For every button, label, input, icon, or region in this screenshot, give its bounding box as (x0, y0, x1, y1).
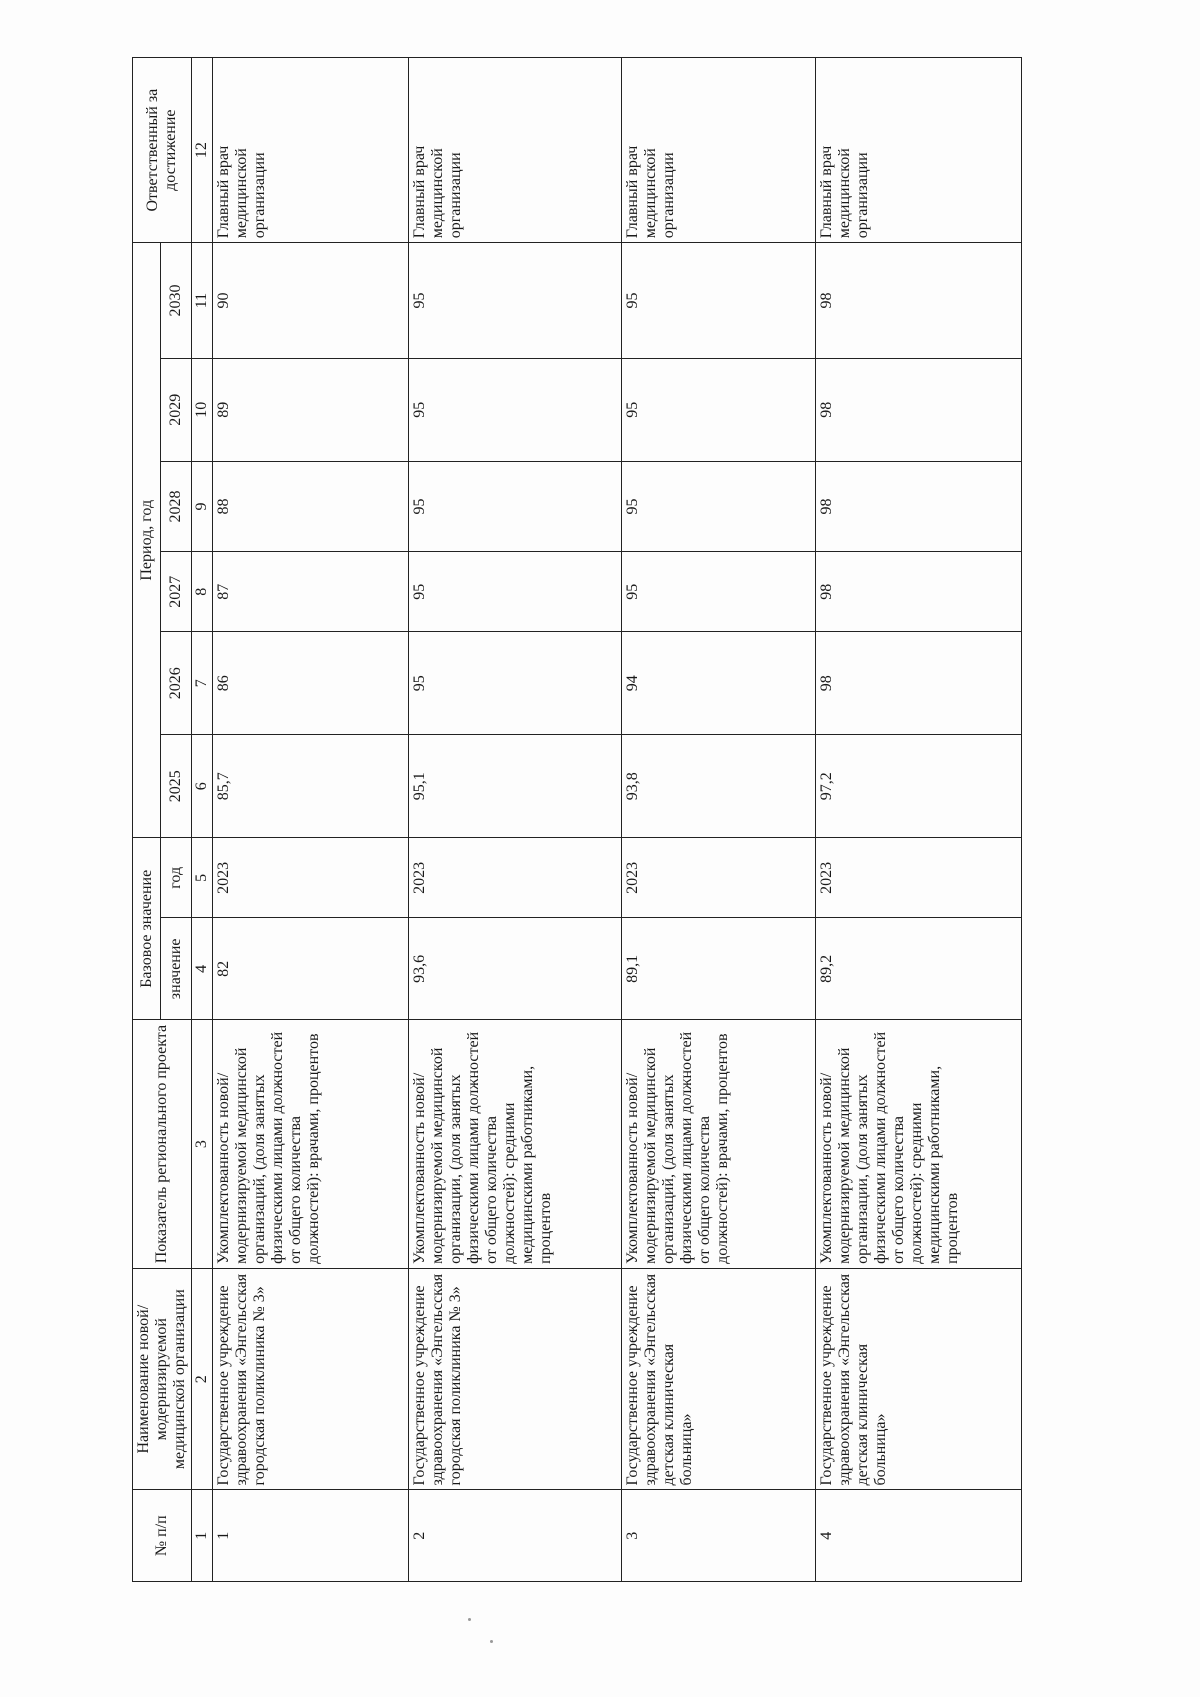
responsible: Главный врач медицинской организации (815, 58, 1021, 243)
header-base-year: год (161, 838, 192, 918)
header-responsible: Ответственный за достижение (133, 58, 192, 243)
org-name: Государственное учреждение здравоохранения «Энгельсская городская поликлиника № 3» (409, 1268, 622, 1490)
value-2025: 95,1 (409, 735, 622, 838)
value-2026: 94 (621, 632, 815, 735)
header-year-2029: 2029 (161, 358, 192, 461)
table-row (213, 58, 409, 1582)
indicator-text: Укомплектованность новой/модернизируемой медицинской организаций, (доля занятых физическими лицами должностей от общего количества должностей): врачами, процентов (621, 1020, 815, 1269)
col-number: 8 (192, 552, 213, 632)
col-number: 5 (192, 838, 213, 918)
indicator-text: Укомплектованность новой/модернизируемой медицинской организации, (доля занятых физическими лицами должностей от общего количества должностей): средними медицинскими работниками, процентов (409, 1020, 622, 1269)
value-2030: 90 (213, 243, 409, 358)
rotated-table-wrapper (132, 57, 1021, 1582)
value-2029: 95 (621, 358, 815, 461)
value-2030: 95 (409, 243, 622, 358)
value-2027: 95 (621, 552, 815, 632)
header-base-group: Базовое значение (133, 838, 161, 1020)
value-2025: 97,2 (815, 735, 1021, 838)
value-2029: 95 (409, 358, 622, 461)
org-name: Государственное учреждение здравоохранения «Энгельсская городская поликлиника № 3» (213, 1268, 409, 1490)
col-number: 1 (192, 1490, 213, 1582)
col-number: 7 (192, 632, 213, 735)
col-number: 11 (192, 243, 213, 358)
col-number: 9 (192, 461, 213, 552)
indicator-text: Укомплектованность новой/модернизируемой медицинской организации, (доля занятых физическими лицами должностей от общего количества должностей): средними медицинскими работниками, процентов (815, 1020, 1021, 1269)
value-2029: 89 (213, 358, 409, 461)
value-2027: 98 (815, 552, 1021, 632)
col-number: 4 (192, 918, 213, 1020)
responsible: Главный врач медицинской организации (409, 58, 622, 243)
scan-speck (490, 1640, 493, 1643)
value-2030: 95 (621, 243, 815, 358)
value-2030: 98 (815, 243, 1021, 358)
row-num: 1 (213, 1490, 409, 1582)
base-year: 2023 (815, 838, 1021, 918)
header-period-group: Период, год (133, 243, 161, 838)
scan-speck (468, 1618, 471, 1621)
header-year-2026: 2026 (161, 632, 192, 735)
col-number: 2 (192, 1268, 213, 1490)
header-year-2028: 2028 (161, 461, 192, 552)
value-2025: 85,7 (213, 735, 409, 838)
table-row (409, 58, 622, 1582)
col-number: 10 (192, 358, 213, 461)
base-value: 82 (213, 918, 409, 1020)
base-year: 2023 (409, 838, 622, 918)
col-number: 6 (192, 735, 213, 838)
row-num: 4 (815, 1490, 1021, 1582)
table-row (621, 58, 815, 1582)
col-number: 3 (192, 1020, 213, 1269)
responsible: Главный врач медицинской организации (213, 58, 409, 243)
header-org: Наименование новой/модернизируемой медицинской организации (133, 1268, 192, 1490)
row-num: 2 (409, 1490, 622, 1582)
header-year-2030: 2030 (161, 243, 192, 358)
value-2026: 86 (213, 632, 409, 735)
base-year: 2023 (213, 838, 409, 918)
responsible: Главный врач медицинской организации (621, 58, 815, 243)
col-number: 12 (192, 58, 213, 243)
value-2027: 87 (213, 552, 409, 632)
column-numbers-row (192, 58, 213, 1582)
header-year-2027: 2027 (161, 552, 192, 632)
value-2026: 95 (409, 632, 622, 735)
value-2028: 98 (815, 461, 1021, 552)
indicator-text: Укомплектованность новой/модернизируемой медицинской организаций, (доля занятых физическими лицами должностей от общего количества должностей): врачами, процентов (213, 1020, 409, 1269)
base-value: 93,6 (409, 918, 622, 1020)
header-num: № п/п (133, 1490, 192, 1582)
table-row (815, 58, 1021, 1582)
value-2028: 95 (621, 461, 815, 552)
indicators-table (132, 57, 1022, 1582)
base-value: 89,1 (621, 918, 815, 1020)
value-2027: 95 (409, 552, 622, 632)
base-value: 89,2 (815, 918, 1021, 1020)
value-2026: 98 (815, 632, 1021, 735)
org-name: Государственное учреждение здравоохранения «Энгельсская детская клиническая больница» (815, 1268, 1021, 1490)
org-name: Государственное учреждение здравоохранения «Энгельсская детская клиническая больница» (621, 1268, 815, 1490)
row-num: 3 (621, 1490, 815, 1582)
header-indicator: Показатель регионального проекта (133, 1020, 192, 1269)
value-2025: 93,8 (621, 735, 815, 838)
value-2028: 88 (213, 461, 409, 552)
value-2028: 95 (409, 461, 622, 552)
header-year-2025: 2025 (161, 735, 192, 838)
base-year: 2023 (621, 838, 815, 918)
value-2029: 98 (815, 358, 1021, 461)
header-base-value: значение (161, 918, 192, 1020)
